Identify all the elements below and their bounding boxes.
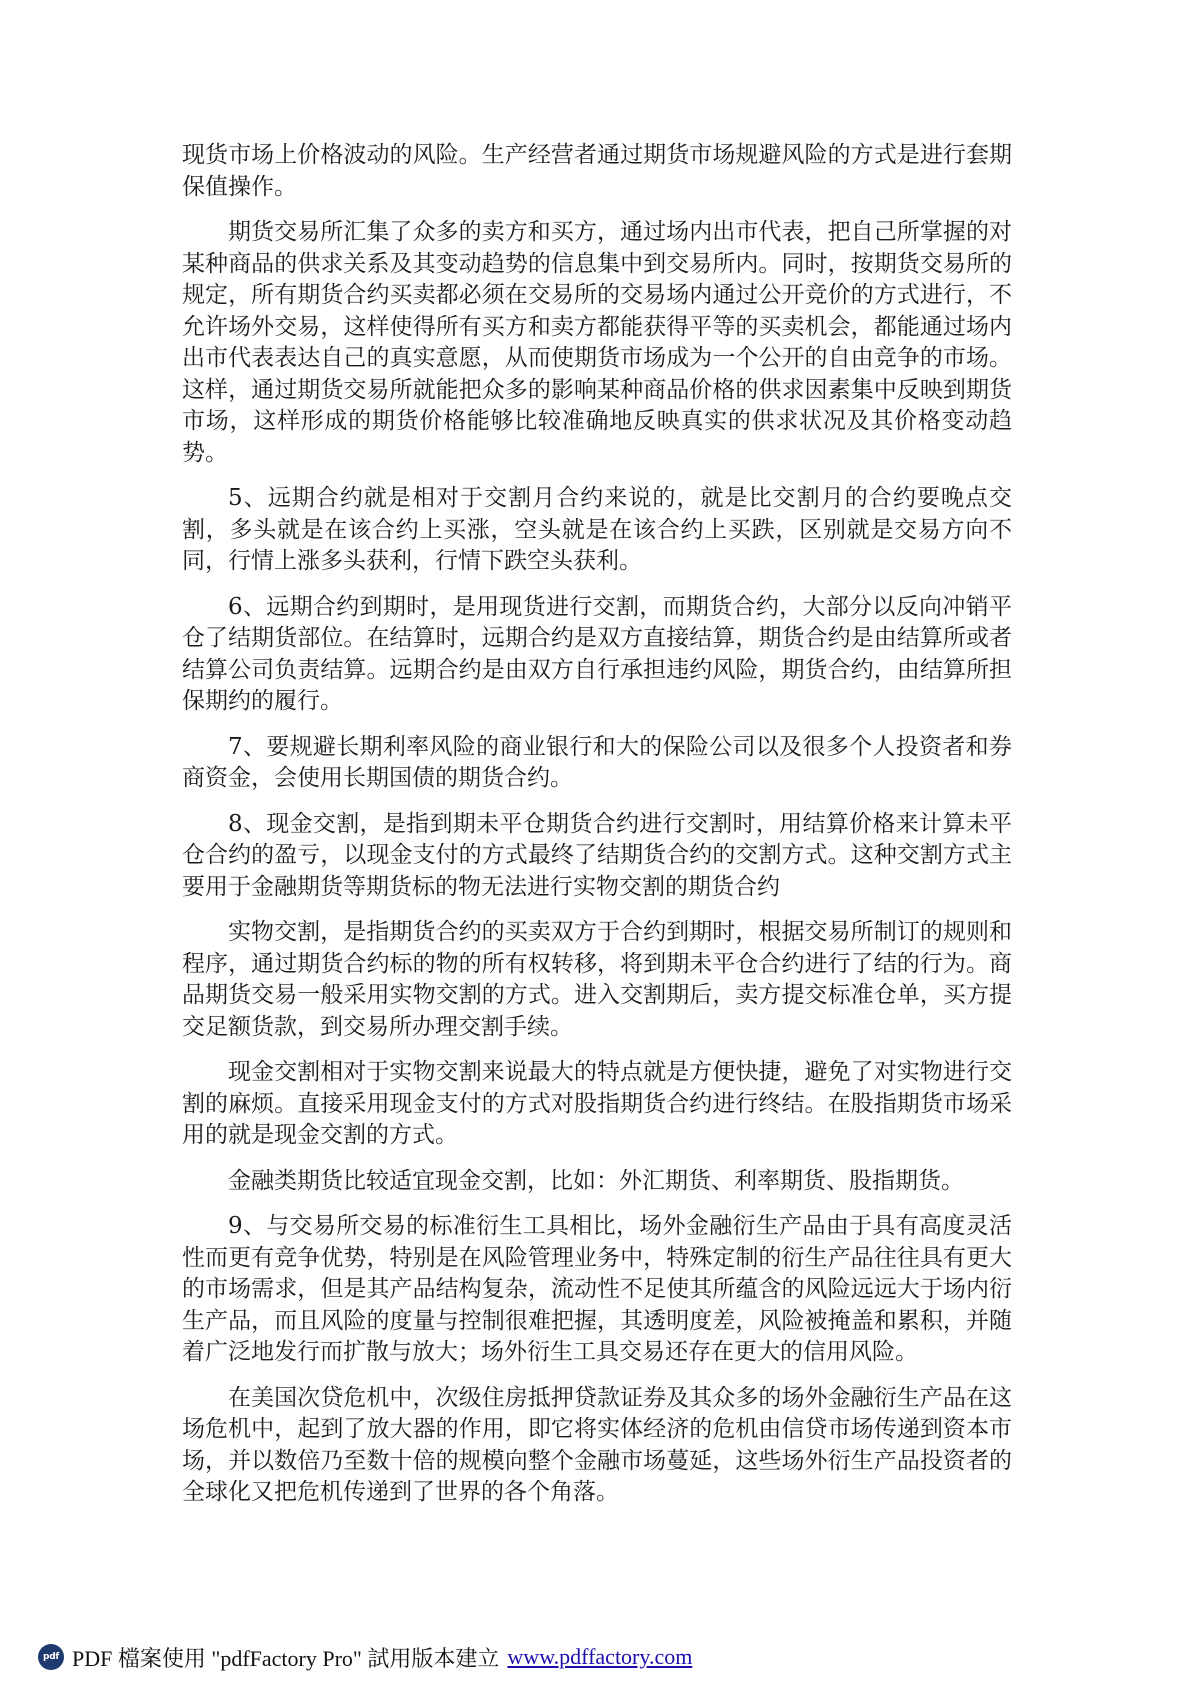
- paragraph-2: 期货交易所汇集了众多的卖方和买方，通过场内出市代表，把自己所掌握的对某种商品的供求关系及其变动趋势的信息集中到交易所内。同时，按期货交易所的规定，所有期货合约买卖都必须在交易所的交易场内通过公开竞价的方式进行，不允许场外交易，这样使得所有买方和卖方都能获得平等的买卖机会，都能通过场内出市代表表达自己的真实意愿，从而使期货市场成为一个公开的自由竞争的市场。这样，通过期货交易所就能把众多的影响某种商品价格的供求因素集中反映到期货市场，这样形成的期货价格能够比较准确地反映真实的供求状况及其价格变动趋势。: [182, 219, 1012, 466]
- paragraph-8: 现金交割相对于实物交割来说最大的特点就是方便快捷，避免了对实物进行交割的麻烦。直接采用现金支付的方式对股指期货合约进行终结。在股指期货市场采用的就是现金交割的方式。: [182, 1059, 1012, 1148]
- document-body: [182, 140, 1012, 1523]
- paragraph-4: 6、远期合约到期时，是用现货进行交割，而期货合约，大部分以反向冲销平仓了结期货部位。在结算时，远期合约是双方直接结算，期货合约是由结算所或者结算公司负责结算。远期合约是由双方自行承担违约风险，期货合约，由结算所担保期约的履行。: [182, 593, 1012, 714]
- paragraph-9: 金融类期货比较适宜现金交割，比如：外汇期货、利率期货、股指期货。: [228, 1167, 964, 1194]
- pdffactory-logo-icon: pdf: [38, 1644, 64, 1670]
- paragraph-5: 7、要规避长期利率风险的商业银行和大的保险公司以及很多个人投资者和券商资金，会使用长期国债的期货合约。: [182, 733, 1012, 791]
- pdf-footer: [38, 1640, 692, 1674]
- pdffactory-link[interactable]: www.pdffactory.com: [507, 1644, 693, 1669]
- paragraph-1: 现货市场上价格波动的风险。生产经营者通过期货市场规避风险的方式是进行套期保值操作。: [182, 142, 1012, 200]
- paragraph-10: 9、与交易所交易的标准衍生工具相比，场外金融衍生产品由于具有高度灵活性而更有竞争优势，特别是在风险管理业务中，特殊定制的衍生产品往往具有更大的市场需求，但是其产品结构复杂，流动性不足使其所蕴含的风险远远大于场内衍生产品，而且风险的度量与控制很难把握，其透明度差，风险被掩盖和累积，并随着广泛地发行而扩散与放大；场外衍生工具交易还存在更大的信用风险。: [182, 1213, 1012, 1365]
- paragraph-3: 5、远期合约就是相对于交割月合约来说的，就是比交割月的合约要晚点交割，多头就是在该合约上买涨，空头就是在该合约上买跌，区别就是交易方向不同，行情上涨多头获利，行情下跌空头获利。: [182, 485, 1012, 574]
- paragraph-6: 8、现金交割，是指到期未平仓期货合约进行交割时，用结算价格来计算未平仓合约的盈亏，以现金支付的方式最终了结期货合约的交割方式。这种交割方式主要用于金融期货等期货标的物无法进行实物交割的期货合约: [182, 810, 1012, 900]
- paragraph-7: 实物交割，是指期货合约的买卖双方于合约到期时，根据交易所制订的规则和程序，通过期货合约标的物的所有权转移，将到期未平仓合约进行了结的行为。商品期货交易一般采用实物交割的方式。进入交割期后，卖方提交标准仓单，买方提交足额货款，到交易所办理交割手续。: [182, 919, 1012, 1040]
- footer-text: PDF 檔案使用 "pdfFactory Pro" 試用版本建立: [72, 1645, 500, 1671]
- paragraph-11: 在美国次贷危机中，次级住房抵押贷款证券及其众多的场外金融衍生产品在这场危机中，起到了放大器的作用，即它将实体经济的危机由信贷市场传递到资本市场，并以数倍乃至数十倍的规模向整个金融市场蔓延，这些场外衍生产品投资者的全球化又把危机传递到了世界的各个角落。: [182, 1384, 1012, 1505]
